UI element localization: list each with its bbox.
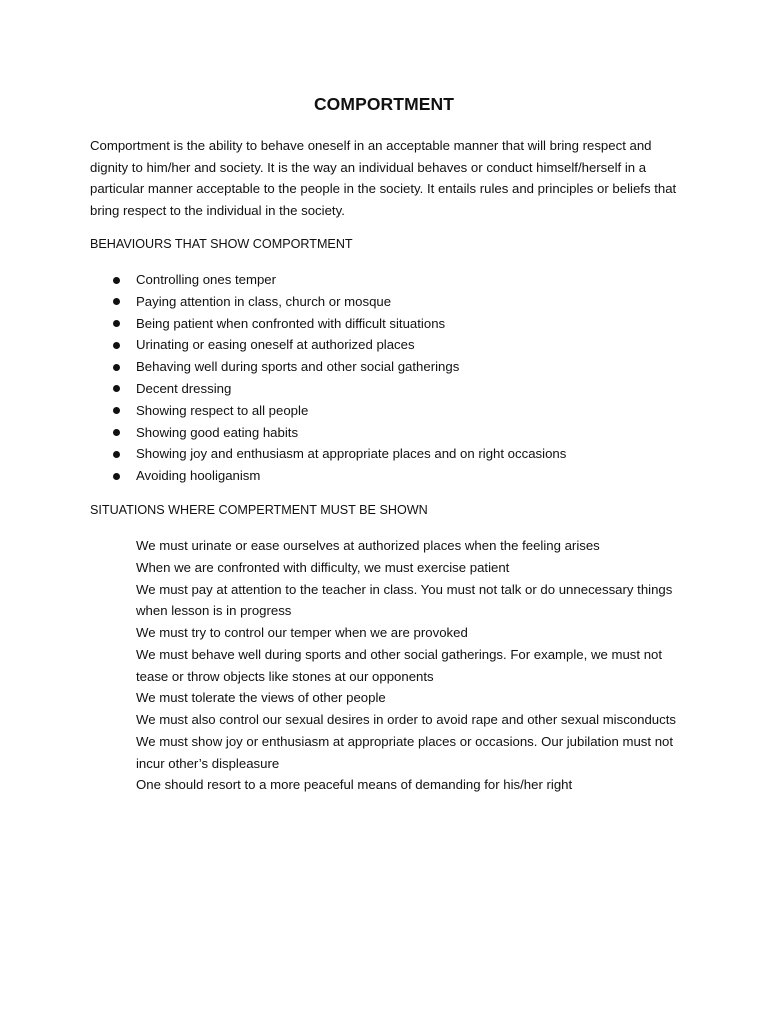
behaviours-list bbox=[90, 269, 690, 487]
list-item bbox=[90, 465, 690, 487]
behaviours-heading: BEHAVIOURS THAT SHOW COMPORTMENT bbox=[90, 237, 353, 251]
bullet-icon bbox=[113, 298, 120, 305]
list-item: We must urinate or ease ourselves at authorized places when the feeling arises bbox=[136, 538, 600, 553]
bullet-icon bbox=[113, 407, 120, 414]
list-item-text: Decent dressing bbox=[136, 380, 232, 396]
bullet-icon bbox=[113, 451, 120, 458]
bullet-icon bbox=[113, 342, 120, 349]
list-item: One should resort to a more peaceful means of demanding for his/her right bbox=[136, 777, 573, 793]
list-item: We must behave well during sports and other social gatherings. For example, we must not tease or throw objects like stones at our opponents bbox=[136, 646, 663, 684]
list-item-text: Controlling ones temper bbox=[136, 272, 277, 287]
list-item-text: Showing respect to all people bbox=[136, 402, 309, 418]
list-item-text: Showing joy and enthusiasm at appropriate places and on right occasions bbox=[136, 446, 567, 462]
bullet-icon bbox=[113, 429, 120, 436]
list-item bbox=[90, 378, 690, 400]
list-item bbox=[90, 313, 690, 335]
list-item-text: Avoiding hooliganism bbox=[136, 468, 261, 484]
bullet-icon bbox=[113, 277, 120, 284]
list-item bbox=[90, 400, 690, 422]
list-item-text: Behaving well during sports and other social gatherings bbox=[136, 359, 460, 375]
page-title: COMPORTMENT bbox=[313, 94, 455, 114]
list-item: When we are confronted with difficulty, we must exercise patient bbox=[136, 559, 510, 575]
list-item-text: Paying attention in class, church or mosque bbox=[136, 293, 392, 309]
bullet-icon bbox=[113, 473, 120, 480]
situations-list bbox=[136, 535, 681, 796]
list-item bbox=[90, 269, 690, 291]
list-item bbox=[90, 356, 690, 378]
list-item: We must also control our sexual desires in order to avoid rape and other sexual misconducts bbox=[136, 712, 676, 727]
list-item-text: Being patient when confronted with difficult situations bbox=[136, 315, 446, 331]
list-item: We must tolerate the views of other people bbox=[136, 690, 386, 706]
bullet-icon bbox=[113, 364, 120, 371]
bullet-icon bbox=[113, 320, 120, 327]
list-item bbox=[90, 443, 690, 465]
intro-paragraph: Comportment is the ability to behave oneself in an acceptable manner that will bring respect and dignity to him/her and society. It is the way an individual behaves or conduct himself/herself in a particular manner acceptable to the people in the society. It entails rules and principles or beliefs that bring respect to the individual in the society. bbox=[90, 138, 677, 219]
list-item bbox=[90, 291, 690, 313]
list-item: We must show joy or enthusiasm at appropriate places or occasions. Our jubilation must not incur other’s displeasure bbox=[136, 733, 674, 771]
list-item: We must try to control our temper when we are provoked bbox=[136, 625, 468, 640]
bullet-icon bbox=[113, 385, 120, 392]
list-item: We must pay at attention to the teacher in class. You must not talk or do unnecessary things when lesson is in progress bbox=[136, 581, 673, 619]
list-item-text: Showing good eating habits bbox=[136, 424, 299, 440]
list-item-text: Urinating or easing oneself at authorized places bbox=[136, 337, 415, 353]
list-item bbox=[90, 334, 690, 356]
list-item bbox=[90, 422, 690, 444]
situations-heading: SITUATIONS WHERE COMPERTMENT MUST BE SHOWN bbox=[90, 503, 428, 517]
